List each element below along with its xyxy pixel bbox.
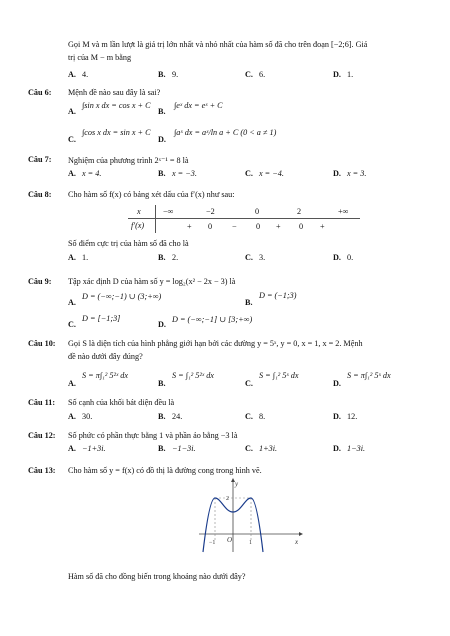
option-text[interactable]: 1. (82, 253, 89, 262)
x-axis-arrow-icon (299, 532, 303, 536)
table-cell: −∞ (163, 207, 174, 216)
option-label: A. (68, 412, 76, 421)
option-label: B. (158, 169, 166, 178)
option-text[interactable]: 2. (172, 253, 179, 262)
option-text[interactable]: 3. (259, 253, 266, 262)
table-cell: 0 (255, 207, 260, 216)
option-label: D. (333, 379, 341, 388)
option-text[interactable]: D = [−1;3] (82, 314, 121, 323)
option-text[interactable]: −1+3i. (82, 444, 106, 453)
option-text[interactable]: x = −3. (172, 169, 197, 178)
option-label: C. (68, 320, 76, 329)
intro-line-1: Gọi M và m lần lượt là giá trị lớn nhất và nhỏ nhất của hàm số đã cho trên đoạn [−2;6]. Giá (68, 40, 368, 49)
option-text[interactable]: D = (−∞;−1) ∪ (3;+∞) (82, 292, 162, 301)
table-cell: 2 (297, 207, 302, 216)
table-cell: −2 (206, 207, 215, 216)
option-label: A. (68, 444, 76, 453)
option-label: A. (68, 107, 76, 116)
option-label: B. (245, 298, 253, 307)
option-text[interactable]: 0. (347, 253, 354, 262)
option-label: C. (245, 379, 253, 388)
option-text[interactable]: S = ∫₁² 5²ˣ dx (172, 371, 214, 380)
table-cell: 0 (208, 222, 213, 231)
option-label: D. (333, 253, 341, 262)
table-cell: 0 (256, 222, 261, 231)
option-text[interactable]: S = π∫₁² 5ˣ dx (347, 371, 391, 380)
option-text[interactable]: 30. (82, 412, 93, 421)
question-text: Cho hàm số y = f(x) có đồ thị là đường cong trong hình vẽ. (68, 466, 262, 475)
option-text[interactable]: S = π∫₁² 5²ˣ dx (82, 371, 129, 380)
question-label: Câu 13: (28, 466, 56, 475)
option-text[interactable]: ∫aˣ dx = aˣ/ln a + C (0 < a ≠ 1) (174, 128, 277, 137)
option-text[interactable]: x = 3. (347, 169, 367, 178)
option-label: D. (333, 444, 341, 453)
question-text: Mệnh đề nào sau đây là sai? (68, 88, 161, 97)
question-label: Câu 8: (28, 190, 52, 199)
function-graph (195, 478, 305, 556)
question-text: Gọi S là diện tích của hình phẳng giới hạn bởi các đường y = 5ˣ, y = 0, x = 1, x = 2. Mệnh (68, 339, 363, 348)
option-label: D. (333, 412, 341, 421)
y-tick-label: 2 (226, 496, 229, 502)
option-label: B. (158, 412, 166, 421)
option-text[interactable]: 24. (172, 412, 183, 421)
x-axis-label: x (295, 538, 299, 546)
option-text[interactable]: D = (−1;3) (259, 291, 297, 300)
question-label: Câu 11: (28, 398, 56, 407)
question-label: Câu 9: (28, 277, 52, 286)
option-label: A. (68, 298, 76, 307)
option-text[interactable]: x = −4. (259, 169, 284, 178)
option-text[interactable]: 1−3i. (347, 444, 366, 453)
option-label: C. (245, 412, 253, 421)
question-text: Nghiệm của phương trình 2ˣ⁻¹ = 8 là (68, 156, 189, 165)
question-text: Tập xác định D của hàm số y = log₂(x² − 2x − 3) là (68, 277, 236, 286)
option-label: A. (68, 70, 76, 79)
option-label: A. (68, 169, 76, 178)
option-label: D. (158, 135, 166, 144)
option-text[interactable]: 4. (82, 70, 89, 79)
option-label: C. (245, 444, 253, 453)
table-cell: +∞ (338, 207, 349, 216)
question-text-cont: đề nào dưới đây đúng? (68, 352, 143, 361)
option-text[interactable]: 1. (347, 70, 354, 79)
table-divider (155, 205, 156, 233)
option-label: C. (68, 135, 76, 144)
option-text[interactable]: ∫eˣ dx = eˣ + C (174, 101, 223, 110)
intro-line-2: trị của M − m bằng (68, 53, 132, 62)
option-text[interactable]: S = ∫₁² 5ˣ dx (259, 371, 299, 380)
option-label: B. (158, 253, 166, 262)
table-cell: x (137, 207, 141, 216)
table-cell: 0 (299, 222, 304, 231)
table-cell: + (187, 222, 192, 231)
option-label: D. (333, 70, 341, 79)
tick-label: 1 (249, 540, 252, 546)
option-label: D. (158, 320, 166, 329)
option-label: C. (245, 70, 253, 79)
option-label: B. (158, 70, 166, 79)
question-label: Câu 10: (28, 339, 56, 348)
question-text: Cho hàm số f(x) có bảng xét dấu của f′(x) như sau: (68, 190, 235, 199)
option-label: B. (158, 444, 166, 453)
option-text[interactable]: 1+3i. (259, 444, 278, 453)
tick-label: −1 (209, 540, 216, 546)
table-cell: + (320, 222, 325, 231)
question-text: Số cạnh của khối bát diện đều là (68, 398, 175, 407)
table-divider (128, 218, 360, 219)
table-cell: − (232, 222, 237, 231)
question-label: Câu 12: (28, 431, 56, 440)
option-text[interactable]: −1−3i. (172, 444, 196, 453)
option-label: B. (158, 379, 166, 388)
option-label: A. (68, 253, 76, 262)
option-label: C. (245, 253, 253, 262)
table-cell: + (276, 222, 281, 231)
question-text: Số phức có phần thực bằng 1 và phần ảo bằng −3 là (68, 431, 238, 440)
y-axis-label: y (235, 480, 239, 488)
option-text[interactable]: 9. (172, 70, 179, 79)
option-label: C. (245, 169, 253, 178)
table-cell: f′(x) (131, 221, 145, 230)
option-text[interactable]: x = 4. (82, 169, 102, 178)
option-text[interactable]: D = (−∞;−1] ∪ [3;+∞) (172, 315, 253, 324)
origin-label: O (227, 536, 233, 544)
option-label: B. (158, 107, 166, 116)
question-label: Câu 7: (28, 155, 52, 164)
option-text[interactable]: 8. (259, 412, 266, 421)
question-subtext: Hàm số đã cho đồng biến trong khoảng nào dưới đây? (68, 572, 246, 581)
question-label: Câu 6: (28, 88, 52, 97)
option-text[interactable]: ∫cos x dx = sin x + C (82, 128, 151, 137)
option-text[interactable]: ∫sin x dx = cos x + C (82, 101, 151, 110)
option-text[interactable]: 6. (259, 70, 266, 79)
option-label: D. (333, 169, 341, 178)
option-label: A. (68, 379, 76, 388)
question-subtext: Số điểm cực trị của hàm số đã cho là (68, 239, 189, 248)
option-text[interactable]: 12. (347, 412, 358, 421)
